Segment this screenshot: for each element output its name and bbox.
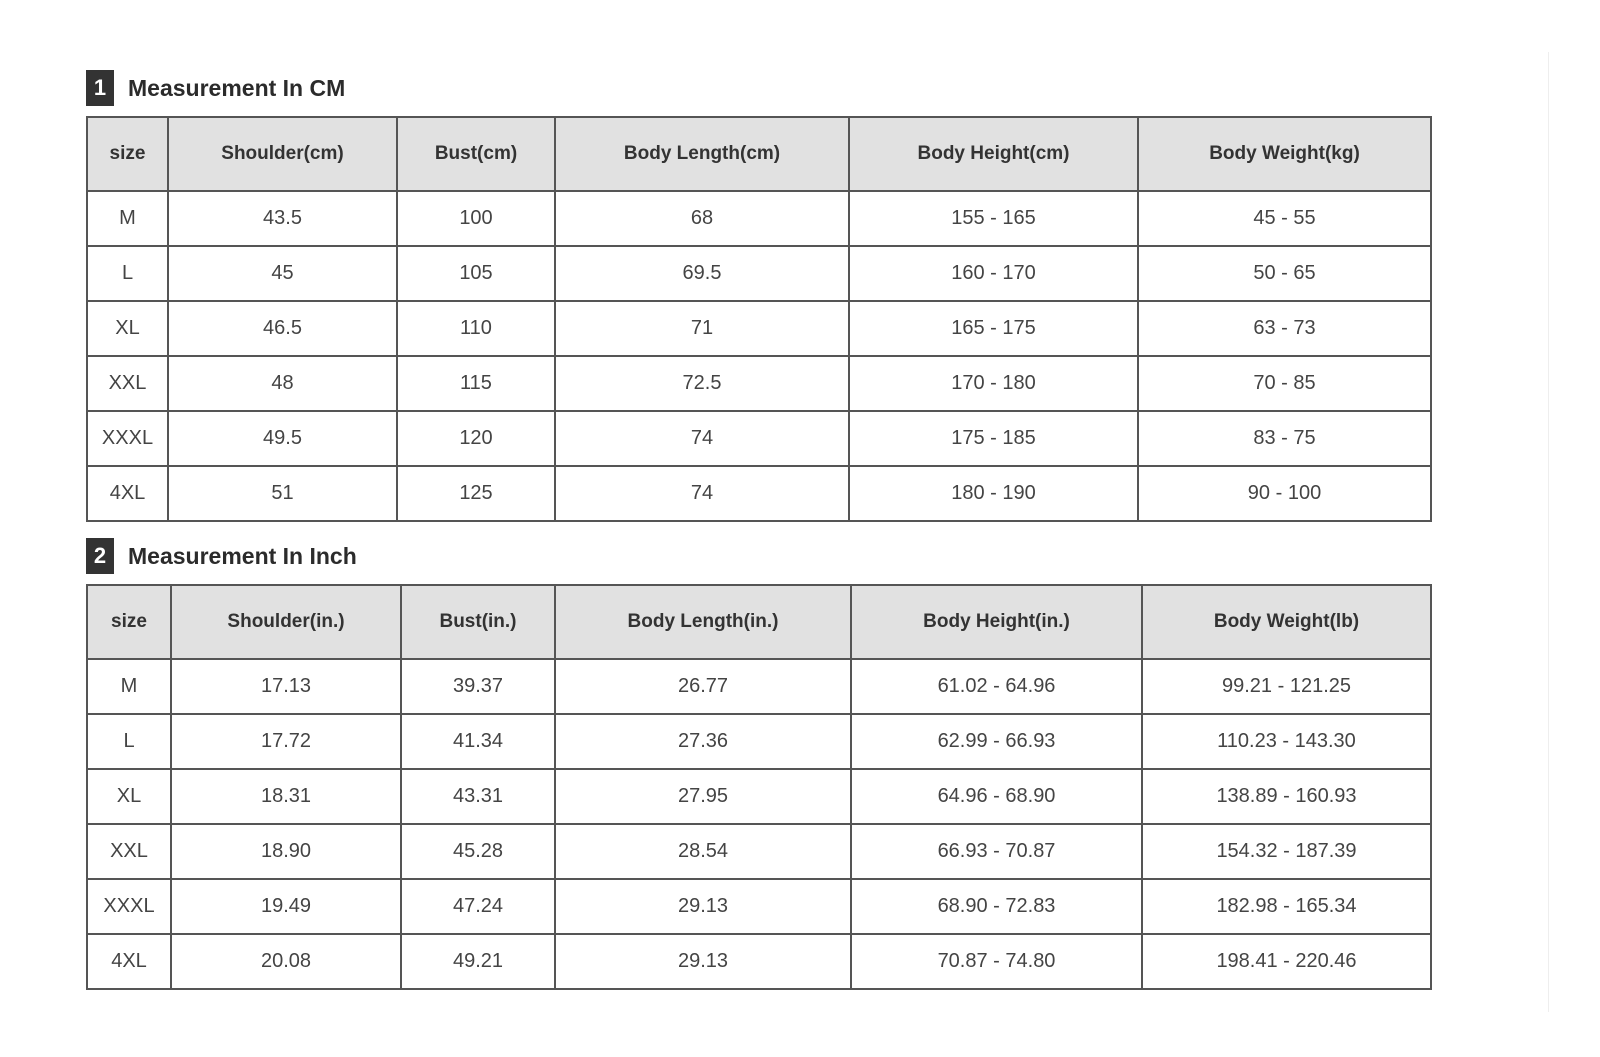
section-measurement-inch (86, 538, 1430, 990)
cell-body-length: 69.5 (555, 246, 849, 301)
column-header-size: size (87, 117, 168, 191)
cell-body-height: 155 - 165 (849, 191, 1138, 246)
cell-body-height: 160 - 170 (849, 246, 1138, 301)
cell-body-length: 28.54 (555, 824, 851, 879)
table-row (87, 246, 1431, 301)
cell-size: XL (87, 301, 168, 356)
section-title: Measurement In Inch (128, 542, 357, 569)
cell-body-height: 70.87 - 74.80 (851, 934, 1142, 989)
column-header-body-length: Body Length(in.) (555, 585, 851, 659)
column-header-body-weight: Body Weight(lb) (1142, 585, 1431, 659)
cell-size: XXL (87, 824, 171, 879)
table-row (87, 356, 1431, 411)
cell-body-weight: 182.98 - 165.34 (1142, 879, 1431, 934)
column-header-body-length: Body Length(cm) (555, 117, 849, 191)
table-row (87, 466, 1431, 521)
column-header-shoulder: Shoulder(cm) (168, 117, 397, 191)
cell-body-weight: 45 - 55 (1138, 191, 1431, 246)
cell-shoulder: 49.5 (168, 411, 397, 466)
cell-body-weight: 138.89 - 160.93 (1142, 769, 1431, 824)
size-table-inch (86, 584, 1432, 990)
section-heading (86, 538, 1430, 574)
cell-shoulder: 18.90 (171, 824, 401, 879)
cell-bust: 115 (397, 356, 555, 411)
cell-bust: 110 (397, 301, 555, 356)
cell-shoulder: 17.72 (171, 714, 401, 769)
cell-body-length: 74 (555, 411, 849, 466)
cell-size: L (87, 246, 168, 301)
section-heading (86, 70, 1430, 106)
cell-body-length: 71 (555, 301, 849, 356)
table-header-row (87, 117, 1431, 191)
cell-shoulder: 48 (168, 356, 397, 411)
cell-body-length: 68 (555, 191, 849, 246)
cell-shoulder: 51 (168, 466, 397, 521)
cell-bust: 47.24 (401, 879, 555, 934)
cell-body-weight: 63 - 73 (1138, 301, 1431, 356)
cell-bust: 125 (397, 466, 555, 521)
cell-body-weight: 99.21 - 121.25 (1142, 659, 1431, 714)
cell-body-length: 26.77 (555, 659, 851, 714)
table-row (87, 934, 1431, 989)
column-header-shoulder: Shoulder(in.) (171, 585, 401, 659)
table-row (87, 879, 1431, 934)
cell-body-height: 165 - 175 (849, 301, 1138, 356)
cell-bust: 43.31 (401, 769, 555, 824)
cell-body-length: 74 (555, 466, 849, 521)
cell-size: XXL (87, 356, 168, 411)
cell-bust: 39.37 (401, 659, 555, 714)
cell-size: 4XL (87, 466, 168, 521)
cell-body-weight: 70 - 85 (1138, 356, 1431, 411)
cell-bust: 105 (397, 246, 555, 301)
cell-body-length: 72.5 (555, 356, 849, 411)
cell-body-height: 175 - 185 (849, 411, 1138, 466)
cell-bust: 41.34 (401, 714, 555, 769)
page-edge-divider (1548, 52, 1549, 1012)
cell-body-weight: 154.32 - 187.39 (1142, 824, 1431, 879)
column-header-body-weight: Body Weight(kg) (1138, 117, 1431, 191)
cell-shoulder: 45 (168, 246, 397, 301)
cell-body-length: 29.13 (555, 934, 851, 989)
cell-body-height: 62.99 - 66.93 (851, 714, 1142, 769)
column-header-bust: Bust(in.) (401, 585, 555, 659)
cell-size: XXXL (87, 411, 168, 466)
cell-body-height: 68.90 - 72.83 (851, 879, 1142, 934)
cell-size: XXXL (87, 879, 171, 934)
cell-body-weight: 198.41 - 220.46 (1142, 934, 1431, 989)
cell-body-height: 64.96 - 68.90 (851, 769, 1142, 824)
column-header-size: size (87, 585, 171, 659)
cell-size: L (87, 714, 171, 769)
cell-body-length: 27.36 (555, 714, 851, 769)
section-measurement-cm (86, 70, 1430, 522)
cell-size: M (87, 191, 168, 246)
cell-size: 4XL (87, 934, 171, 989)
cell-body-weight: 83 - 75 (1138, 411, 1431, 466)
column-header-body-height: Body Height(cm) (849, 117, 1138, 191)
section-number-badge: 1 (86, 70, 114, 106)
table-row (87, 769, 1431, 824)
table-row (87, 191, 1431, 246)
cell-body-height: 66.93 - 70.87 (851, 824, 1142, 879)
cell-body-length: 27.95 (555, 769, 851, 824)
cell-bust: 120 (397, 411, 555, 466)
cell-shoulder: 20.08 (171, 934, 401, 989)
column-header-bust: Bust(cm) (397, 117, 555, 191)
cell-shoulder: 17.13 (171, 659, 401, 714)
cell-bust: 100 (397, 191, 555, 246)
table-row (87, 411, 1431, 466)
cell-body-length: 29.13 (555, 879, 851, 934)
cell-body-weight: 50 - 65 (1138, 246, 1431, 301)
cell-shoulder: 19.49 (171, 879, 401, 934)
section-number-badge: 2 (86, 538, 114, 574)
cell-bust: 49.21 (401, 934, 555, 989)
size-table-cm (86, 116, 1432, 522)
cell-shoulder: 18.31 (171, 769, 401, 824)
table-row (87, 301, 1431, 356)
table-header-row (87, 585, 1431, 659)
table-row (87, 659, 1431, 714)
table-row (87, 714, 1431, 769)
cell-shoulder: 46.5 (168, 301, 397, 356)
cell-body-height: 180 - 190 (849, 466, 1138, 521)
cell-body-weight: 110.23 - 143.30 (1142, 714, 1431, 769)
cell-bust: 45.28 (401, 824, 555, 879)
section-title: Measurement In CM (128, 74, 346, 101)
cell-body-weight: 90 - 100 (1138, 466, 1431, 521)
table-row (87, 824, 1431, 879)
column-header-body-height: Body Height(in.) (851, 585, 1142, 659)
cell-body-height: 170 - 180 (849, 356, 1138, 411)
cell-size: M (87, 659, 171, 714)
cell-shoulder: 43.5 (168, 191, 397, 246)
cell-body-height: 61.02 - 64.96 (851, 659, 1142, 714)
cell-size: XL (87, 769, 171, 824)
